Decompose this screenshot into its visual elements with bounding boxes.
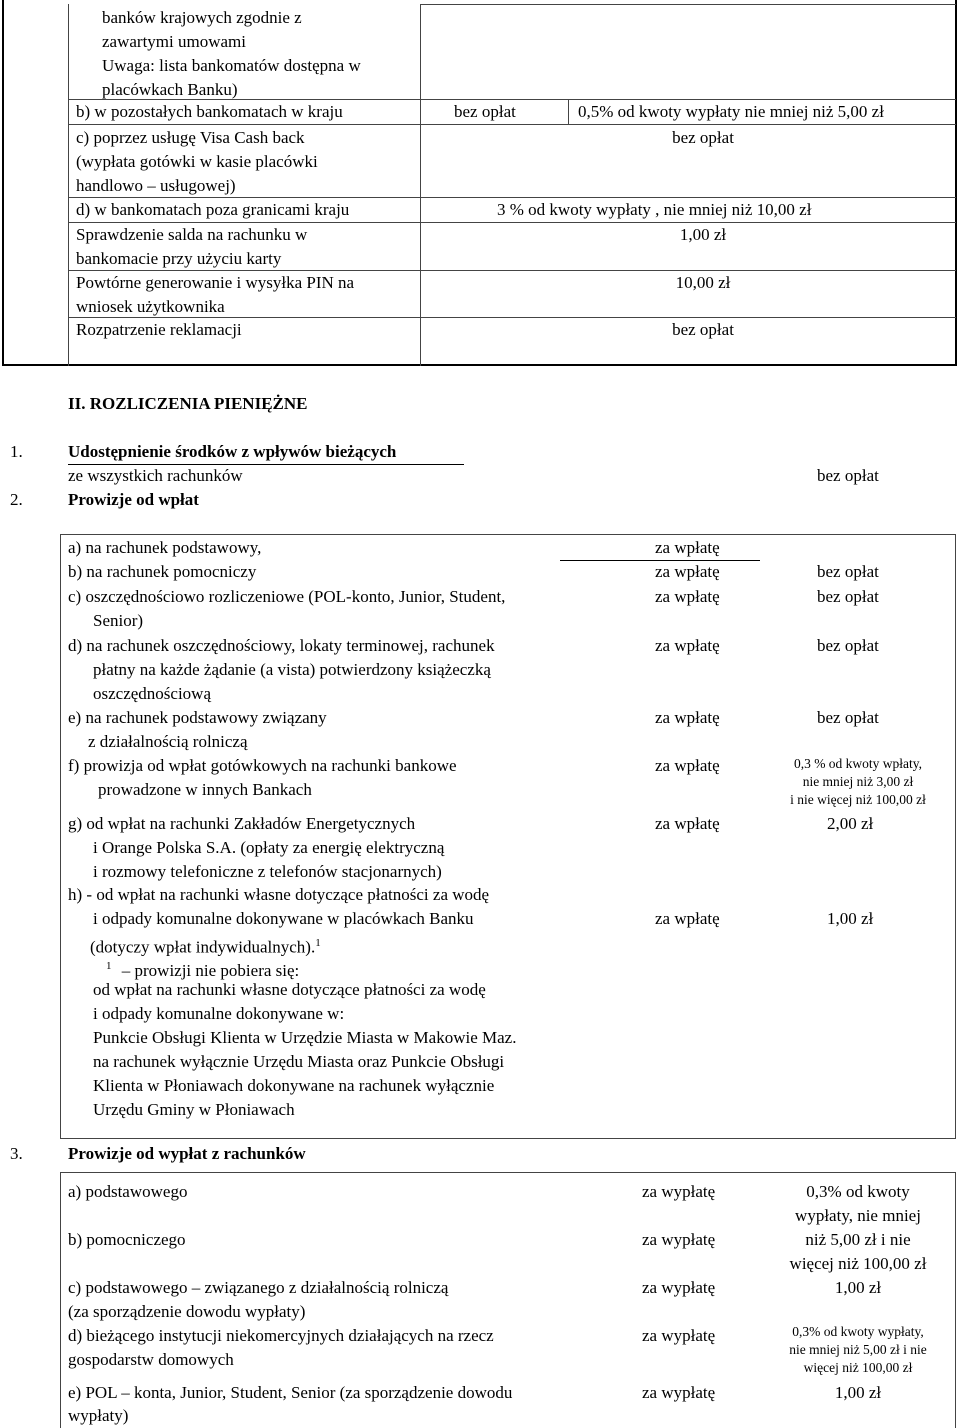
deposit-c-line1: c) oszczędnościowo rozliczeniowe (POL-konto, Junior, Student, bbox=[68, 587, 506, 606]
deposit-b-label: b) na rachunek pomocniczy bbox=[68, 562, 257, 581]
deposit-f-value-2: nie mniej niż 3,00 zł bbox=[802, 774, 914, 789]
deposit-d-unit: za wpłatę bbox=[655, 636, 720, 655]
deposit-c-value: bez opłat bbox=[817, 587, 879, 606]
deposit-g-unit: za wpłatę bbox=[655, 814, 720, 833]
inner-col-left bbox=[68, 4, 69, 366]
row3-line2: (wypłata gotówki w kasie placówki bbox=[76, 152, 318, 171]
deposit-d-line1: d) na rachunek oszczędnościowy, lokaty terminowej, rachunek bbox=[68, 636, 495, 655]
table-border-left bbox=[2, 0, 4, 366]
deposit-g-line3: i rozmowy telefoniczne z telefonów stacjonarnych) bbox=[93, 862, 442, 881]
deposit-a-unit: za wpłatę bbox=[655, 538, 720, 557]
deposit-c-line2: Senior) bbox=[93, 611, 144, 630]
row1-line4: placówkach Banku) bbox=[102, 80, 238, 99]
withdrawal-c-line2: (za sporządzenie dowodu wypłaty) bbox=[68, 1302, 306, 1321]
row4-label: d) w bankomatach poza granicami kraju bbox=[76, 200, 350, 219]
withdrawal-e-value: 1,00 zł bbox=[834, 1383, 882, 1402]
footnote-line: Punkcie Obsługi Klienta w Urzędzie Miasta w Makowie Maz. bbox=[93, 1028, 517, 1047]
footnote-line: Klienta w Płoniawach dokonywane na rachunek wyłącznie bbox=[93, 1076, 495, 1095]
deposit-f-unit: za wpłatę bbox=[655, 756, 720, 775]
item1-title: Udostępnienie środków z wpływów bieżących bbox=[68, 442, 397, 461]
item1-number: 1. bbox=[10, 442, 23, 461]
footnote-line: na rachunek wyłącznie Urzędu Miasta oraz Punkcie Obsługi bbox=[93, 1052, 505, 1071]
deposit-d-line2: płatny na każde żądanie (a vista) potwierdzony książeczką bbox=[93, 660, 491, 679]
section-heading: II. ROZLICZENIA PIENIĘŻNE bbox=[68, 394, 308, 413]
deposits-border-left bbox=[60, 534, 61, 1139]
withdrawal-d-unit: za wypłatę bbox=[642, 1326, 716, 1345]
deposits-border-top bbox=[60, 534, 956, 535]
deposit-e-line2: z działalnością rolniczą bbox=[88, 732, 248, 751]
row5-line2: bankomacie przy użyciu karty bbox=[76, 249, 282, 268]
item1-subtitle: ze wszystkich rachunków bbox=[68, 466, 243, 485]
deposit-h-value: 1,00 zł bbox=[827, 909, 874, 928]
row1-line1: banków krajowych zgodnie z bbox=[102, 8, 302, 27]
row4-value: 3 % od kwoty wypłaty , nie mniej niż 10,00 zł bbox=[497, 200, 812, 219]
withdrawal-ab-value-2: wypłaty, nie mniej bbox=[795, 1206, 921, 1225]
withdrawal-d-value-1: 0,3% od kwoty wypłaty, bbox=[792, 1324, 924, 1339]
row2-label: b) w pozostałych bankomatach w kraju bbox=[76, 102, 343, 121]
table-border-bottom bbox=[2, 364, 957, 366]
row2-value1: bez opłat bbox=[454, 102, 516, 121]
withdrawal-b-label: b) pomocniczego bbox=[68, 1230, 186, 1249]
withdrawals-border-left bbox=[60, 1172, 61, 1428]
withdrawal-d-line1: d) bieżącego instytucji niekomercyjnych działających na rzecz bbox=[68, 1326, 494, 1345]
footnote-mark: 1 bbox=[106, 960, 112, 972]
item2-title: Prowizje od wpłat bbox=[68, 490, 199, 509]
withdrawal-d-line2: gospodarstw domowych bbox=[68, 1350, 234, 1369]
row6-value: 10,00 zł bbox=[675, 273, 731, 292]
item3-title: Prowizje od wypłat z rachunków bbox=[68, 1144, 306, 1163]
row1-line2: zawartymi umowami bbox=[102, 32, 246, 51]
table-border-right bbox=[955, 0, 957, 366]
row2-value2: 0,5% od kwoty wypłaty nie mniej niż 5,00 zł bbox=[578, 102, 884, 121]
withdrawal-ab-value-1: 0,3% od kwoty bbox=[806, 1182, 910, 1201]
deposit-e-unit: za wpłatę bbox=[655, 708, 720, 727]
withdrawal-b-unit: za wypłatę bbox=[642, 1230, 716, 1249]
deposits-border-right bbox=[955, 534, 956, 1139]
inner-col-mid bbox=[420, 4, 421, 366]
withdrawal-c-line1: c) podstawowego – związanego z działalnością rolniczą bbox=[68, 1278, 449, 1297]
withdrawal-ab-value-3: niż 5,00 zł i nie bbox=[805, 1230, 911, 1249]
withdrawal-d-value-2: nie mniej niż 5,00 zł i nie bbox=[789, 1342, 927, 1357]
deposit-f-value-1: 0,3 % od kwoty wpłaty, bbox=[793, 756, 923, 771]
row6-line2: wniosek użytkownika bbox=[76, 297, 225, 316]
row1-line3: Uwaga: lista bankomatów dostępna w bbox=[102, 56, 361, 75]
row7-label: Rozpatrzenie reklamacji bbox=[76, 320, 242, 339]
col-split bbox=[568, 99, 569, 124]
item1-underline bbox=[68, 464, 464, 465]
footnote-line: od wpłat na rachunki własne dotyczące płatności za wodę bbox=[93, 980, 486, 999]
table-border-top bbox=[420, 4, 956, 5]
withdrawal-e-unit: za wypłatę bbox=[642, 1383, 716, 1402]
item3-number: 3. bbox=[10, 1144, 23, 1163]
deposit-h-line2: i odpady komunalne dokonywane w placówkach Banku bbox=[93, 909, 474, 928]
row3-value: bez opłat bbox=[672, 128, 734, 147]
deposit-g-value: 2,00 zł bbox=[827, 814, 874, 833]
row-line bbox=[68, 124, 956, 125]
footnote-line: Urzędu Gminy w Płoniawach bbox=[93, 1100, 295, 1119]
row7-value: bez opłat bbox=[672, 320, 734, 339]
withdrawal-d-value-3: więcej niż 100,00 zł bbox=[803, 1360, 913, 1375]
withdrawal-a-unit: za wypłatę bbox=[642, 1182, 716, 1201]
deposit-d-line3: oszczędnościową bbox=[93, 684, 212, 703]
deposits-border-bottom bbox=[60, 1138, 956, 1139]
deposit-e-line1: e) na rachunek podstawowy związany bbox=[68, 708, 327, 727]
footnote-line: i odpady komunalne dokonywane w: bbox=[93, 1004, 345, 1023]
row6-line1: Powtórne generowanie i wysyłka PIN na bbox=[76, 273, 355, 292]
footnote-ref: 1 bbox=[315, 937, 321, 949]
item1-value: bez opłat bbox=[817, 466, 879, 485]
withdrawal-a-label: a) podstawowego bbox=[68, 1182, 188, 1201]
deposit-h-line3-text: (dotyczy wpłat indywidualnych). bbox=[90, 937, 316, 957]
row3-line1: c) poprzez usługę Visa Cash back bbox=[76, 128, 305, 147]
item2-number: 2. bbox=[10, 490, 23, 509]
withdrawals-border-top bbox=[60, 1172, 956, 1173]
deposit-b-unit: za wpłatę bbox=[655, 562, 720, 581]
deposit-g-line1: g) od wpłat na rachunki Zakładów Energetycznych bbox=[68, 814, 416, 833]
deposit-h-line1: h) - od wpłat na rachunki własne dotyczące płatności za wodę bbox=[68, 885, 490, 904]
deposit-c-unit: za wpłatę bbox=[655, 587, 720, 606]
deposit-d-value: bez opłat bbox=[817, 636, 879, 655]
withdrawal-c-unit: za wypłatę bbox=[642, 1278, 716, 1297]
deposit-e-value: bez opłat bbox=[817, 708, 879, 727]
withdrawal-e-line2: wypłaty) bbox=[68, 1406, 129, 1425]
deposit-f-line2: prowadzone w innych Bankach bbox=[98, 780, 312, 799]
deposit-a-label: a) na rachunek podstawowy, bbox=[68, 538, 262, 557]
deposit-g-line2: i Orange Polska S.A. (opłaty za energię elektryczną bbox=[93, 838, 445, 857]
deposit-b-value: bez opłat bbox=[817, 562, 879, 581]
withdrawal-e-line1: e) POL – konta, Junior, Student, Senior (za sporządzenie dowodu bbox=[68, 1383, 513, 1402]
row5-line1: Sprawdzenie salda na rachunku w bbox=[76, 225, 308, 244]
footnote-intro: – prowizji nie pobiera się: bbox=[121, 960, 300, 980]
row5-value: 1,00 zł bbox=[679, 225, 727, 244]
row3-line3: handlowo – usługowej) bbox=[76, 176, 236, 195]
withdrawal-ab-value-4: więcej niż 100,00 zł bbox=[789, 1254, 927, 1273]
deposit-f-line1: f) prowizja od wpłat gotówkowych na rachunki bankowe bbox=[68, 756, 457, 775]
withdrawal-c-value: 1,00 zł bbox=[834, 1278, 882, 1297]
deposit-f-value-3: i nie więcej niż 100,00 zł bbox=[790, 792, 926, 807]
deposit-h-unit: za wpłatę bbox=[655, 909, 720, 928]
